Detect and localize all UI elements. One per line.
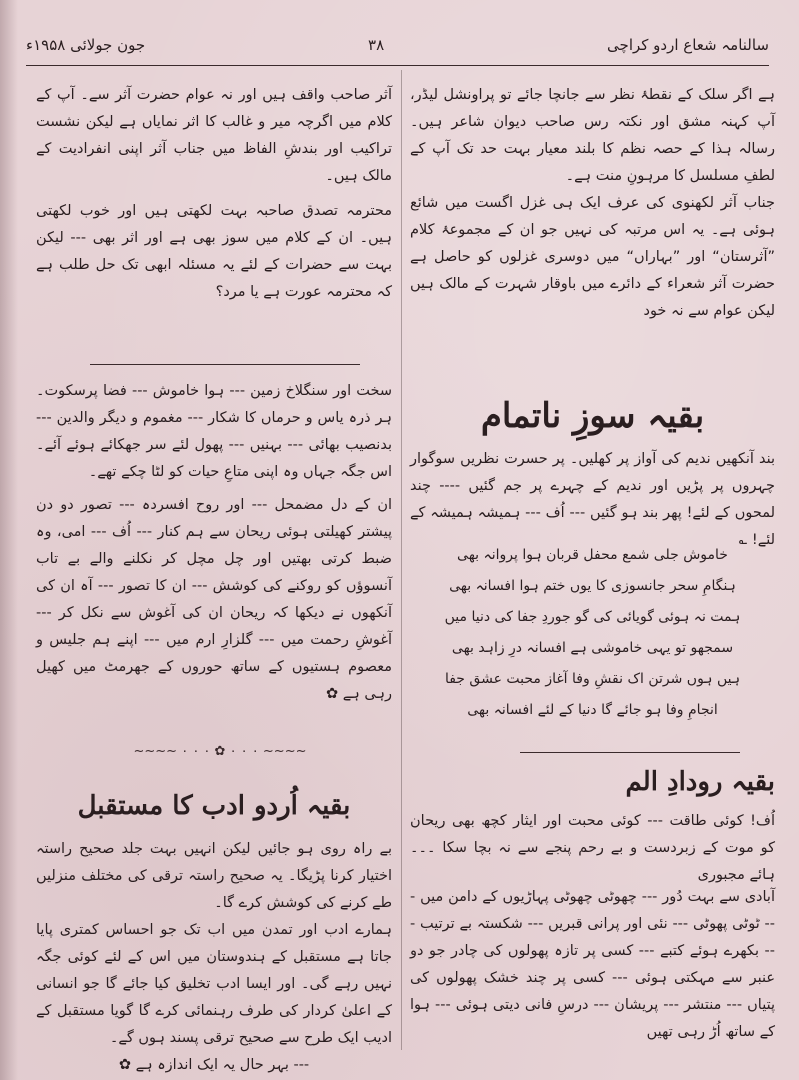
adab-section [36, 836, 392, 1073]
page-header [26, 30, 769, 60]
paragraph: بے راہ روی ہو جائیں لیکن انہیں بہت جلد صحیح راستہ اختیار کرنا پڑیگا۔ یہ صحیح راستہ ترقی کی مختلف منزلیں طے کرنے کی کوشش کرے گا۔ [36, 841, 392, 911]
soz-heading: بقیہ سوزِ ناتمام [480, 396, 705, 436]
paragraph: بند آنکھیں ندیم کی آواز پر کھلیں۔ پر حسرت نظریں سوگوار چہروں پر پڑیں اور ندیم کے چہرے پر جم گئیں ---- چند لمحوں کے لئے! پھر بند ہو گئیں --- اُف --- ہمیشہ ہمیشہ کے لئے! ؎ [410, 451, 775, 548]
verse-block [410, 540, 775, 740]
paragraph: ان کے دل مضمحل --- اور روح افسردہ --- تصور دو دن پیشتر کھیلتی ہوئی ریحان سے ہم کنار --- اُف --- امی، وہ ضبط کرتی بھتیں اور چل مچل کر نکلنے والے بے تاب آنسوؤں کو روکنے کی کوشش --- ان کا تصور --- آہ ان کی آنکھوں نے دیکھا کہ ریحان ان کی آغوش سے نکل کر --- آغوشِ رحمت میں --- گلزارِ ارم میں --- اپنے ہم جلیس و معصوم ہستیوں کے ساتھ حوروں کے جھرمٹ میں کھیل رہی ہے ✿ [36, 497, 392, 702]
paragraph: اُف! کوئی طاقت --- کوئی محبت اور ایثار کچھ بھی ریحان کو موت کے زبردست و بے رحم پنجے سے نہ بچا سکا ۔۔۔ ہائے مجبوری [410, 813, 775, 883]
verse-line: سمجھو تو یہی خاموشی ہے افسانہ درِ زاہد بھی [451, 640, 734, 656]
verse-line: ہمت نہ ہوئی گویائی کی گو جوردِ جفا کی دنیا میں [444, 609, 741, 625]
roodad-heading: بقیہ رودادِ الم [625, 767, 775, 797]
verse-line: ہنگامِ سحر جانسوزی کا یوں ختم ہوا افسانہ بھی [449, 578, 736, 594]
right-intro-section [410, 82, 775, 324]
header-rule [26, 65, 769, 66]
column-divider [401, 70, 402, 1050]
paragraph: آثر صاحب واقف ہیں اور نہ عوام حضرت آثر سے۔ آپ کے کلام میں اگرچہ میر و غالب کا اثر نمایاں ہے لیکن نشست تراکیب اور بندشِ الفاظ میں جناب آثر اپنی انفرادیت کے مالک ہیں۔ [36, 87, 392, 184]
paragraph: محترمہ تصدق صاحبہ بہت لکھتی ہیں اور خوب لکھتی ہیں۔ ان کے کلام میں سوز بھی ہے اور اثر بھی --- لیکن بہت سے حضرات کے لئے یہ مسئلہ ابھی تک حل طلب ہے کہ محترمہ عورت ہے یا مرد؟ [36, 203, 392, 300]
adab-heading: بقیہ اُردو ادب کا مستقبل [77, 791, 351, 821]
header-title: سالنامہ شعاع اردو کراچی [607, 36, 769, 54]
paragraph: ہمارے ادب اور تمدن میں اب تک جو احساس کمتری پایا جاتا ہے مستقبل کے ہندوستان میں اس کے لئے کوئی جگہ نہیں رہے گی۔ اور ایسا ادب تخلیق کیا جائے گا جو انسانی کے اعلیٰ کردار کی طرف رہنمائی کرے گا گویا مستقبل کے ادیب ایک طرح سے صحیح ترقی پسند ہوں گے۔ [36, 922, 392, 1046]
paragraph: سخت اور سنگلاخ زمین --- ہوا خاموش --- فضا پرسکوت۔ ہر ذرہ یاس و حرماں کا شکار --- مغموم و دیگر والدین --- بدنصیب بھائی --- بہنیں --- پھول لئے سر جھکائے ہوئے آئے۔ اس جگہ جہاں وہ اپنی متاعِ حیات کو لٹا چکے تھے۔ [36, 383, 392, 480]
paragraph: ہے اگر سلک کے نقطۂ نظر سے جانچا جائے تو پراونشل لیڈر، آپ کہنہ مشق اور نکتہ رس صاحب دیوان شاعر ہیں۔ رسالہ ہذا کے حصہ نظم کا بلند معیار بہت حد تک آپ کے لطفِ مسلسل کا مرہونِ منت ہے۔ [410, 87, 775, 184]
ornament-divider: ~~~~ ۰ ۰ ۰ ✿ ۰ ۰ ۰ ~~~~ [133, 744, 307, 759]
soz-section [410, 446, 775, 548]
verse-line: ہیں ہوں شرتن اک نقشِ وفا آغاز محبت عشق جفا [444, 671, 741, 687]
section-rule [520, 752, 740, 753]
paragraph: جناب آثر لکھنوی کی عرف ایک ہی غزل اگست میں شائع ہوئی ہے۔ یہ اس مرتبہ کی نہیں جو ان کے مجموعۂ کلام ”آثرستان“ اور ”بہاراں“ میں دوسری غزلوں کو حاصل ہے حضرت آثر شعراء کے دائرے میں باوقار شہرت کے مالک ہیں لیکن عوام سے نہ خود [410, 195, 775, 319]
section-rule [90, 364, 360, 365]
left-intro-section [36, 82, 392, 352]
roodad-section-right-b [410, 884, 775, 1054]
verse-line: انجامِ وفا ہو جائے گا دنیا کے لئے افسانہ بھی [467, 702, 718, 718]
page-edge-shadow [0, 0, 18, 1080]
roodad-section-right-a [410, 808, 775, 883]
header-page-number: ۳۸ [368, 36, 385, 54]
roodad-section-left [36, 378, 392, 734]
header-date: جون جولائی ۱۹۵۸ء [26, 36, 146, 54]
verse-line: خاموش جلی شمع محفل قربان ہوا پروانہ بھی [457, 547, 728, 563]
paragraph: آبادی سے بہت دُور --- چھوٹی چھوٹی پہاڑیوں کے دامن میں --- ٹوٹی پھوٹی --- نئی اور پرانی قبریں --- شکستہ بے ترتیب --- بکھرے ہوئے کتبے --- کسی پر تازہ پھولوں کی چادر جو دو عنبر سے مہکتی ہوئی --- کسی پر چند خشک پھولوں کی پتیاں --- منتشر --- پریشان --- درسِ فانی دیتی ہوئی --- ہوا کے ساتھ اُڑ رہی تھیں [410, 889, 775, 1040]
paragraph: --- بہر حال یہ ایک اندازہ ہے ✿ [118, 1057, 310, 1073]
